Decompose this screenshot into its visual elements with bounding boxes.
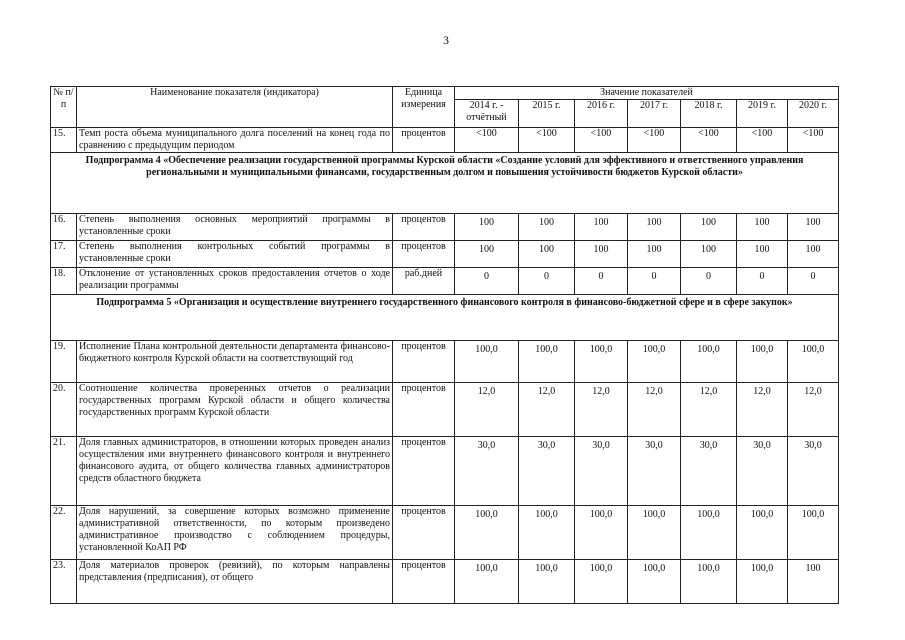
indicator-value: 100,0 bbox=[575, 560, 628, 604]
indicator-name: Исполнение Плана контрольной деятельности департамента финансово-бюджетного контроля Курской области на соответствующий год bbox=[77, 341, 393, 383]
indicator-value: 100,0 bbox=[788, 506, 839, 560]
indicator-value: 0 bbox=[681, 268, 737, 295]
indicator-value: 100 bbox=[455, 241, 519, 268]
table-row bbox=[51, 383, 839, 437]
row-number: 15. bbox=[51, 128, 77, 153]
indicator-value: 100 bbox=[681, 241, 737, 268]
indicator-value: 0 bbox=[788, 268, 839, 295]
indicator-value: <100 bbox=[681, 128, 737, 153]
indicator-name: Доля главных администраторов, в отношении которых проведен анализ осуществления ими внутреннего финансового контроля и внутреннего финансового аудита, от общего количества главных администраторов средств областного бюджета bbox=[77, 437, 393, 506]
indicators-table bbox=[50, 86, 839, 604]
indicator-name: Степень выполнения основных мероприятий программы в установленные сроки bbox=[77, 214, 393, 241]
unit-of-measure: процентов bbox=[393, 128, 455, 153]
indicator-value: 12,0 bbox=[737, 383, 788, 437]
indicator-value: 100 bbox=[575, 214, 628, 241]
header-values-group: Значение показателей bbox=[455, 87, 839, 100]
indicator-value: 100,0 bbox=[788, 341, 839, 383]
indicator-value: 100,0 bbox=[681, 341, 737, 383]
table-body bbox=[51, 128, 839, 604]
indicator-name: Доля материалов проверок (ревизий), по которым направлены представления (предписания), от общего bbox=[77, 560, 393, 604]
indicator-value: 100 bbox=[788, 214, 839, 241]
table-row bbox=[51, 341, 839, 383]
indicator-value: 12,0 bbox=[788, 383, 839, 437]
indicator-value: 100 bbox=[628, 241, 681, 268]
indicator-value: 100,0 bbox=[628, 560, 681, 604]
indicator-value: 100,0 bbox=[575, 506, 628, 560]
indicator-value: 100,0 bbox=[455, 506, 519, 560]
unit-of-measure: раб.дней bbox=[393, 268, 455, 295]
indicator-value: 30,0 bbox=[788, 437, 839, 506]
indicator-value: 30,0 bbox=[737, 437, 788, 506]
indicator-value: <100 bbox=[788, 128, 839, 153]
indicator-value: 100,0 bbox=[455, 341, 519, 383]
indicator-value: 100,0 bbox=[737, 341, 788, 383]
indicator-value: 100,0 bbox=[681, 506, 737, 560]
indicator-value: 12,0 bbox=[519, 383, 575, 437]
indicator-value: 100,0 bbox=[628, 341, 681, 383]
indicator-value: 30,0 bbox=[628, 437, 681, 506]
header-name: Наименование показателя (индикатора) bbox=[77, 87, 393, 128]
indicator-value: 30,0 bbox=[681, 437, 737, 506]
table-row bbox=[51, 506, 839, 560]
indicator-value: 100 bbox=[788, 560, 839, 604]
row-number: 22. bbox=[51, 506, 77, 560]
unit-of-measure: процентов bbox=[393, 341, 455, 383]
row-number: 17. bbox=[51, 241, 77, 268]
indicator-value: 100 bbox=[681, 214, 737, 241]
indicator-value: 12,0 bbox=[628, 383, 681, 437]
row-number: 20. bbox=[51, 383, 77, 437]
indicator-value: <100 bbox=[519, 128, 575, 153]
indicator-value: 0 bbox=[628, 268, 681, 295]
indicator-value: 0 bbox=[737, 268, 788, 295]
header-year: 2018 г. bbox=[681, 100, 737, 128]
indicator-value: 100 bbox=[737, 214, 788, 241]
table-row bbox=[51, 214, 839, 241]
indicator-value: 100,0 bbox=[519, 341, 575, 383]
indicator-value: 30,0 bbox=[455, 437, 519, 506]
indicator-value: 100,0 bbox=[737, 560, 788, 604]
row-number: 16. bbox=[51, 214, 77, 241]
indicator-value: 0 bbox=[455, 268, 519, 295]
indicator-value: 100,0 bbox=[737, 506, 788, 560]
table-row bbox=[51, 268, 839, 295]
indicator-value: <100 bbox=[628, 128, 681, 153]
indicator-value: 0 bbox=[519, 268, 575, 295]
header-year: 2015 г. bbox=[519, 100, 575, 128]
indicator-value: 100,0 bbox=[575, 341, 628, 383]
indicator-value: 100 bbox=[519, 214, 575, 241]
indicator-value: 100,0 bbox=[628, 506, 681, 560]
header-year: 2019 г. bbox=[737, 100, 788, 128]
unit-of-measure: процентов bbox=[393, 437, 455, 506]
indicator-value: 100 bbox=[519, 241, 575, 268]
unit-of-measure: процентов bbox=[393, 241, 455, 268]
unit-of-measure: процентов bbox=[393, 214, 455, 241]
row-number: 21. bbox=[51, 437, 77, 506]
indicator-value: 100,0 bbox=[455, 560, 519, 604]
unit-of-measure: процентов bbox=[393, 560, 455, 604]
indicator-value: 100 bbox=[737, 241, 788, 268]
header-year: 2014 г. - отчётный bbox=[455, 100, 519, 128]
indicator-value: <100 bbox=[575, 128, 628, 153]
subprogram-title: Подпрограмма 4 «Обеспечение реализации государственной программы Курской области «Создание условий для эффективного и ответственного управления региональными и муниципальными финансами, государственным долгом и повышения устойчивости бюджетов Курской области» bbox=[51, 153, 839, 214]
row-number: 18. bbox=[51, 268, 77, 295]
subprogram-title: Подпрограмма 5 «Организация и осуществление внутреннего государственного финансового контроля в финансово-бюджетной сфере и в сфере закупок» bbox=[51, 295, 839, 341]
unit-of-measure: процентов bbox=[393, 383, 455, 437]
row-number: 19. bbox=[51, 341, 77, 383]
row-number: 23. bbox=[51, 560, 77, 604]
table-row bbox=[51, 560, 839, 604]
indicator-name: Соотношение количества проверенных отчетов о реализации государственных программ Курской области и общего количества государственных программ Курской области bbox=[77, 383, 393, 437]
indicator-value: 100 bbox=[455, 214, 519, 241]
table-row bbox=[51, 241, 839, 268]
indicator-value: <100 bbox=[737, 128, 788, 153]
table-row bbox=[51, 437, 839, 506]
header-unit: Единица измерения bbox=[393, 87, 455, 128]
indicator-value: 100,0 bbox=[681, 560, 737, 604]
subprogram-section-row bbox=[51, 153, 839, 214]
indicator-value: 100,0 bbox=[519, 560, 575, 604]
indicator-value: 0 bbox=[575, 268, 628, 295]
indicator-value: 12,0 bbox=[575, 383, 628, 437]
indicator-value: 100,0 bbox=[519, 506, 575, 560]
header-year: 2020 г. bbox=[788, 100, 839, 128]
header-num: № п/п bbox=[51, 87, 77, 128]
indicator-value: 100 bbox=[628, 214, 681, 241]
indicator-value: 100 bbox=[788, 241, 839, 268]
indicator-value: 30,0 bbox=[519, 437, 575, 506]
header-year: 2017 г. bbox=[628, 100, 681, 128]
indicator-value: 12,0 bbox=[455, 383, 519, 437]
header-year: 2016 г. bbox=[575, 100, 628, 128]
indicator-name: Темп роста объема муниципального долга поселений на конец года по сравнению с предыдущим периодом bbox=[77, 128, 393, 153]
table-row bbox=[51, 128, 839, 153]
page-number: 3 bbox=[443, 33, 449, 47]
indicator-name: Доля нарушений, за совершение которых возможно применение административной ответственности, по которым произведено административное производство с соблюдением процедуры, установленной КоАП РФ bbox=[77, 506, 393, 560]
indicator-value: 12,0 bbox=[681, 383, 737, 437]
unit-of-measure: процентов bbox=[393, 506, 455, 560]
subprogram-section-row bbox=[51, 295, 839, 341]
indicator-name: Отклонение от установленных сроков предоставления отчетов о ходе реализации программы bbox=[77, 268, 393, 295]
indicator-name: Степень выполнения контрольных событий программы в установленные сроки bbox=[77, 241, 393, 268]
indicator-value: 100 bbox=[575, 241, 628, 268]
indicator-value: 30,0 bbox=[575, 437, 628, 506]
indicator-value: <100 bbox=[455, 128, 519, 153]
